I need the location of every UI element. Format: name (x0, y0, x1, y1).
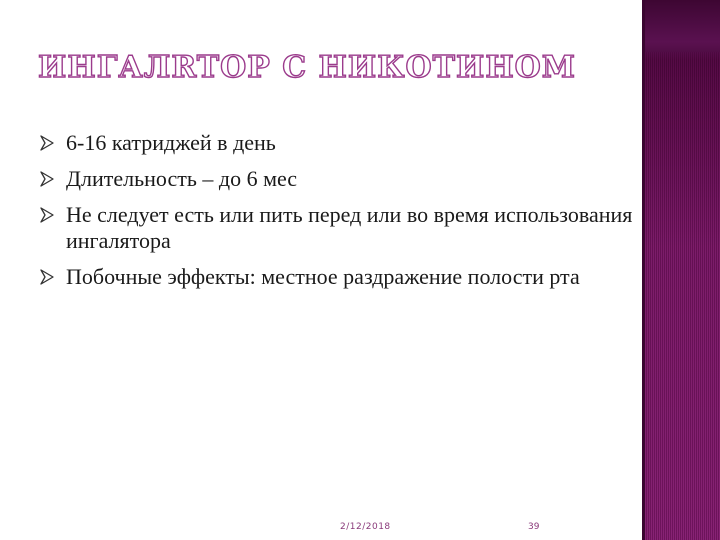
bullet-item (40, 202, 660, 254)
decorative-side-panel (642, 0, 720, 540)
panel-stripes (642, 52, 720, 540)
bullet-item (40, 264, 660, 290)
arrow-bullet-icon (40, 171, 54, 187)
arrow-bullet-icon (40, 135, 54, 151)
bullet-text: Не следует есть или пить перед или во время использования ингалятора (66, 202, 633, 253)
bullet-text: Побочные эффекты: местное раздражение полости рта (66, 264, 580, 289)
page-number: 39 (528, 522, 540, 532)
bullet-item (40, 130, 660, 156)
arrow-bullet-icon (40, 269, 54, 285)
bullet-item (40, 166, 660, 192)
bullet-text: 6-16 катриджей в день (66, 130, 276, 155)
arrow-bullet-icon (40, 207, 54, 223)
bullet-text: Длительность – до 6 мес (66, 166, 298, 191)
bullet-list (40, 130, 660, 300)
panel-edge (642, 0, 645, 540)
slide-title: ИНГАЛRTOP С НИКОТИНОМ (38, 50, 577, 85)
footer-date: 2/12/2018 (340, 522, 391, 532)
panel-top-shade (642, 0, 720, 60)
